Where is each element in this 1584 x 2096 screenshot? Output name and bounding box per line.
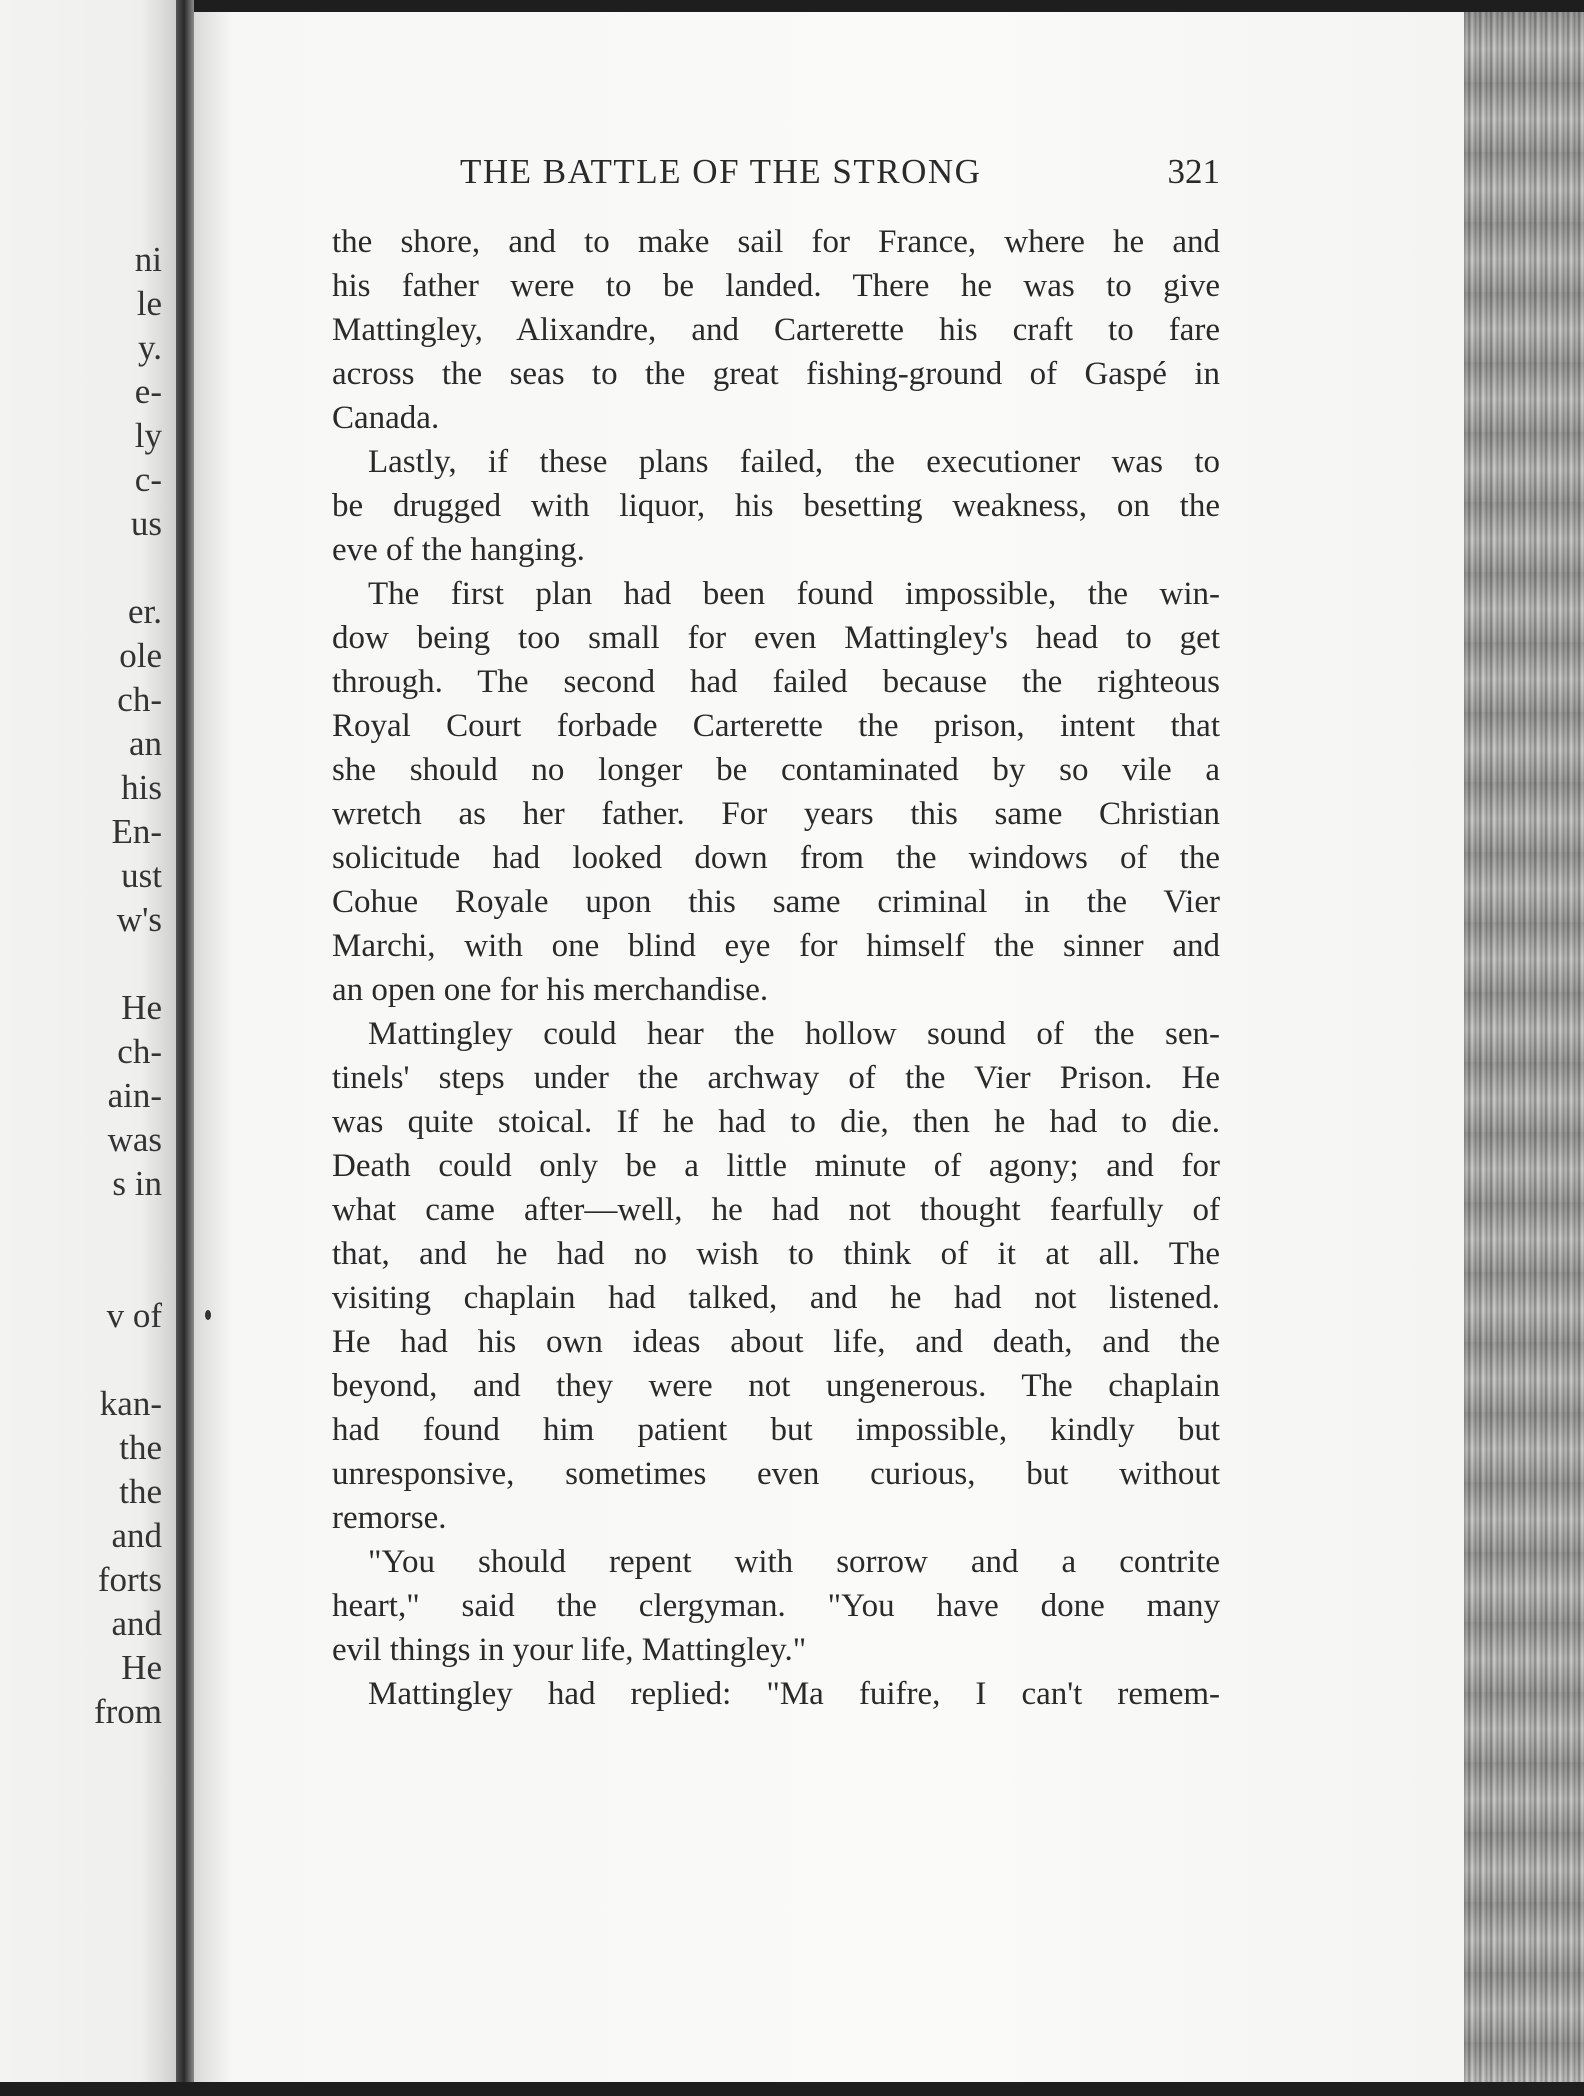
text-line: He had his own ideas about life, and death, and the (332, 1324, 1220, 1360)
left-page-line-fragment: forts (97, 1560, 162, 1599)
left-page-line-fragment: c- (134, 460, 162, 499)
book-fore-edge (1464, 12, 1584, 2082)
left-page-line-fragment: ch- (117, 680, 162, 719)
left-page-line-fragment: ust (121, 856, 162, 895)
text-line: dow being too small for even Mattingley's head to get (332, 620, 1220, 656)
left-page-line-fragment: ole (119, 636, 162, 675)
left-page-line-fragment: his (121, 768, 162, 807)
left-page-line-fragment: ly (134, 416, 162, 455)
left-page-line-fragment: En- (111, 812, 162, 851)
left-page-line-fragment: ain- (107, 1076, 162, 1115)
left-page-line-fragment: was (107, 1120, 162, 1159)
text-line: Lastly, if these plans failed, the executioner was to (368, 444, 1220, 480)
left-page-line-fragment: the (119, 1428, 162, 1467)
left-page-line-fragment: from (93, 1692, 162, 1731)
left-page-line-fragment: w's (116, 900, 162, 939)
bottom-shadow (0, 2082, 1584, 2096)
text-line: through. The second had failed because the righteous (332, 664, 1220, 700)
left-page-line-fragment: kan- (99, 1384, 162, 1423)
text-line: Mattingley had replied: "Ma fuifre, I can't remem- (368, 1676, 1220, 1712)
left-page-line-fragment: an (128, 724, 162, 763)
text-line: be drugged with liquor, his besetting weakness, on the (332, 488, 1220, 524)
text-line: The first plan had been found impossible, the win- (368, 576, 1220, 612)
text-line: she should no longer be contaminated by so vile a (332, 752, 1220, 788)
left-page-line-fragment: le (136, 284, 162, 323)
left-page-line-fragment: He (121, 1648, 162, 1687)
text-line: Royal Court forbade Carterette the prison, intent that (332, 708, 1220, 744)
text-line: had found him patient but impossible, kindly but (332, 1412, 1220, 1448)
text-line: evil things in your life, Mattingley." (332, 1632, 807, 1668)
running-head-title: THE BATTLE OF THE STRONG (460, 152, 982, 191)
left-page-line-fragment: ch- (117, 1032, 162, 1071)
text-line: an open one for his merchandise. (332, 972, 769, 1008)
text-line: Death could only be a little minute of agony; and for (332, 1148, 1220, 1184)
left-page-line-fragment: ni (134, 240, 162, 279)
text-line: "You should repent with sorrow and a contrite (368, 1544, 1220, 1580)
body-text (332, 220, 1220, 1716)
left-page-line-fragment: us (130, 504, 162, 543)
book-gutter (176, 0, 194, 2096)
text-line: visiting chaplain had talked, and he had not listened. (332, 1280, 1220, 1316)
text-line: Marchi, with one blind eye for himself the sinner and (332, 928, 1220, 964)
text-line: remorse. (332, 1500, 447, 1536)
text-line: the shore, and to make sail for France, where he and (332, 224, 1220, 260)
ink-spot (205, 1310, 211, 1320)
text-line: was quite stoical. If he had to die, then he had to die. (332, 1104, 1220, 1140)
facing-page-left (0, 0, 176, 2096)
left-page-line-fragment: and (111, 1604, 162, 1643)
left-page-line-fragment: v of (106, 1296, 162, 1335)
text-line: heart," said the clergyman. "You have done many (332, 1588, 1220, 1624)
text-line: Cohue Royale upon this same criminal in the Vier (332, 884, 1220, 920)
text-line: across the seas to the great fishing-ground of Gaspé in (332, 356, 1220, 392)
text-line: Mattingley could hear the hollow sound of the sen- (368, 1016, 1220, 1052)
left-page-line-fragment: He (121, 988, 162, 1027)
top-shadow (0, 0, 1584, 12)
left-page-line-fragment: and (111, 1516, 162, 1555)
left-page-line-fragment: the (119, 1472, 162, 1511)
left-page-line-fragment: s in (112, 1164, 162, 1203)
left-page-line-fragment: er. (127, 592, 162, 631)
text-line: his father were to be landed. There he was to give (332, 268, 1220, 304)
text-line: solicitude had looked down from the windows of the (332, 840, 1220, 876)
left-page-line-fragment: e- (134, 372, 162, 411)
text-line: Mattingley, Alixandre, and Carterette his craft to fare (332, 312, 1220, 348)
running-head (460, 152, 1220, 202)
left-page-line-fragment: y. (138, 328, 162, 367)
text-line: that, and he had no wish to think of it at all. The (332, 1236, 1220, 1272)
text-line: tinels' steps under the archway of the Vier Prison. He (332, 1060, 1220, 1096)
text-line: eve of the hanging. (332, 532, 585, 568)
text-line: wretch as her father. For years this same Christian (332, 796, 1220, 832)
text-line: what came after—well, he had not thought fearfully of (332, 1192, 1220, 1228)
text-line: unresponsive, sometimes even curious, but without (332, 1456, 1220, 1492)
text-line: beyond, and they were not ungenerous. The chaplain (332, 1368, 1220, 1404)
text-line: Canada. (332, 400, 440, 436)
page-number: 321 (1167, 152, 1220, 191)
